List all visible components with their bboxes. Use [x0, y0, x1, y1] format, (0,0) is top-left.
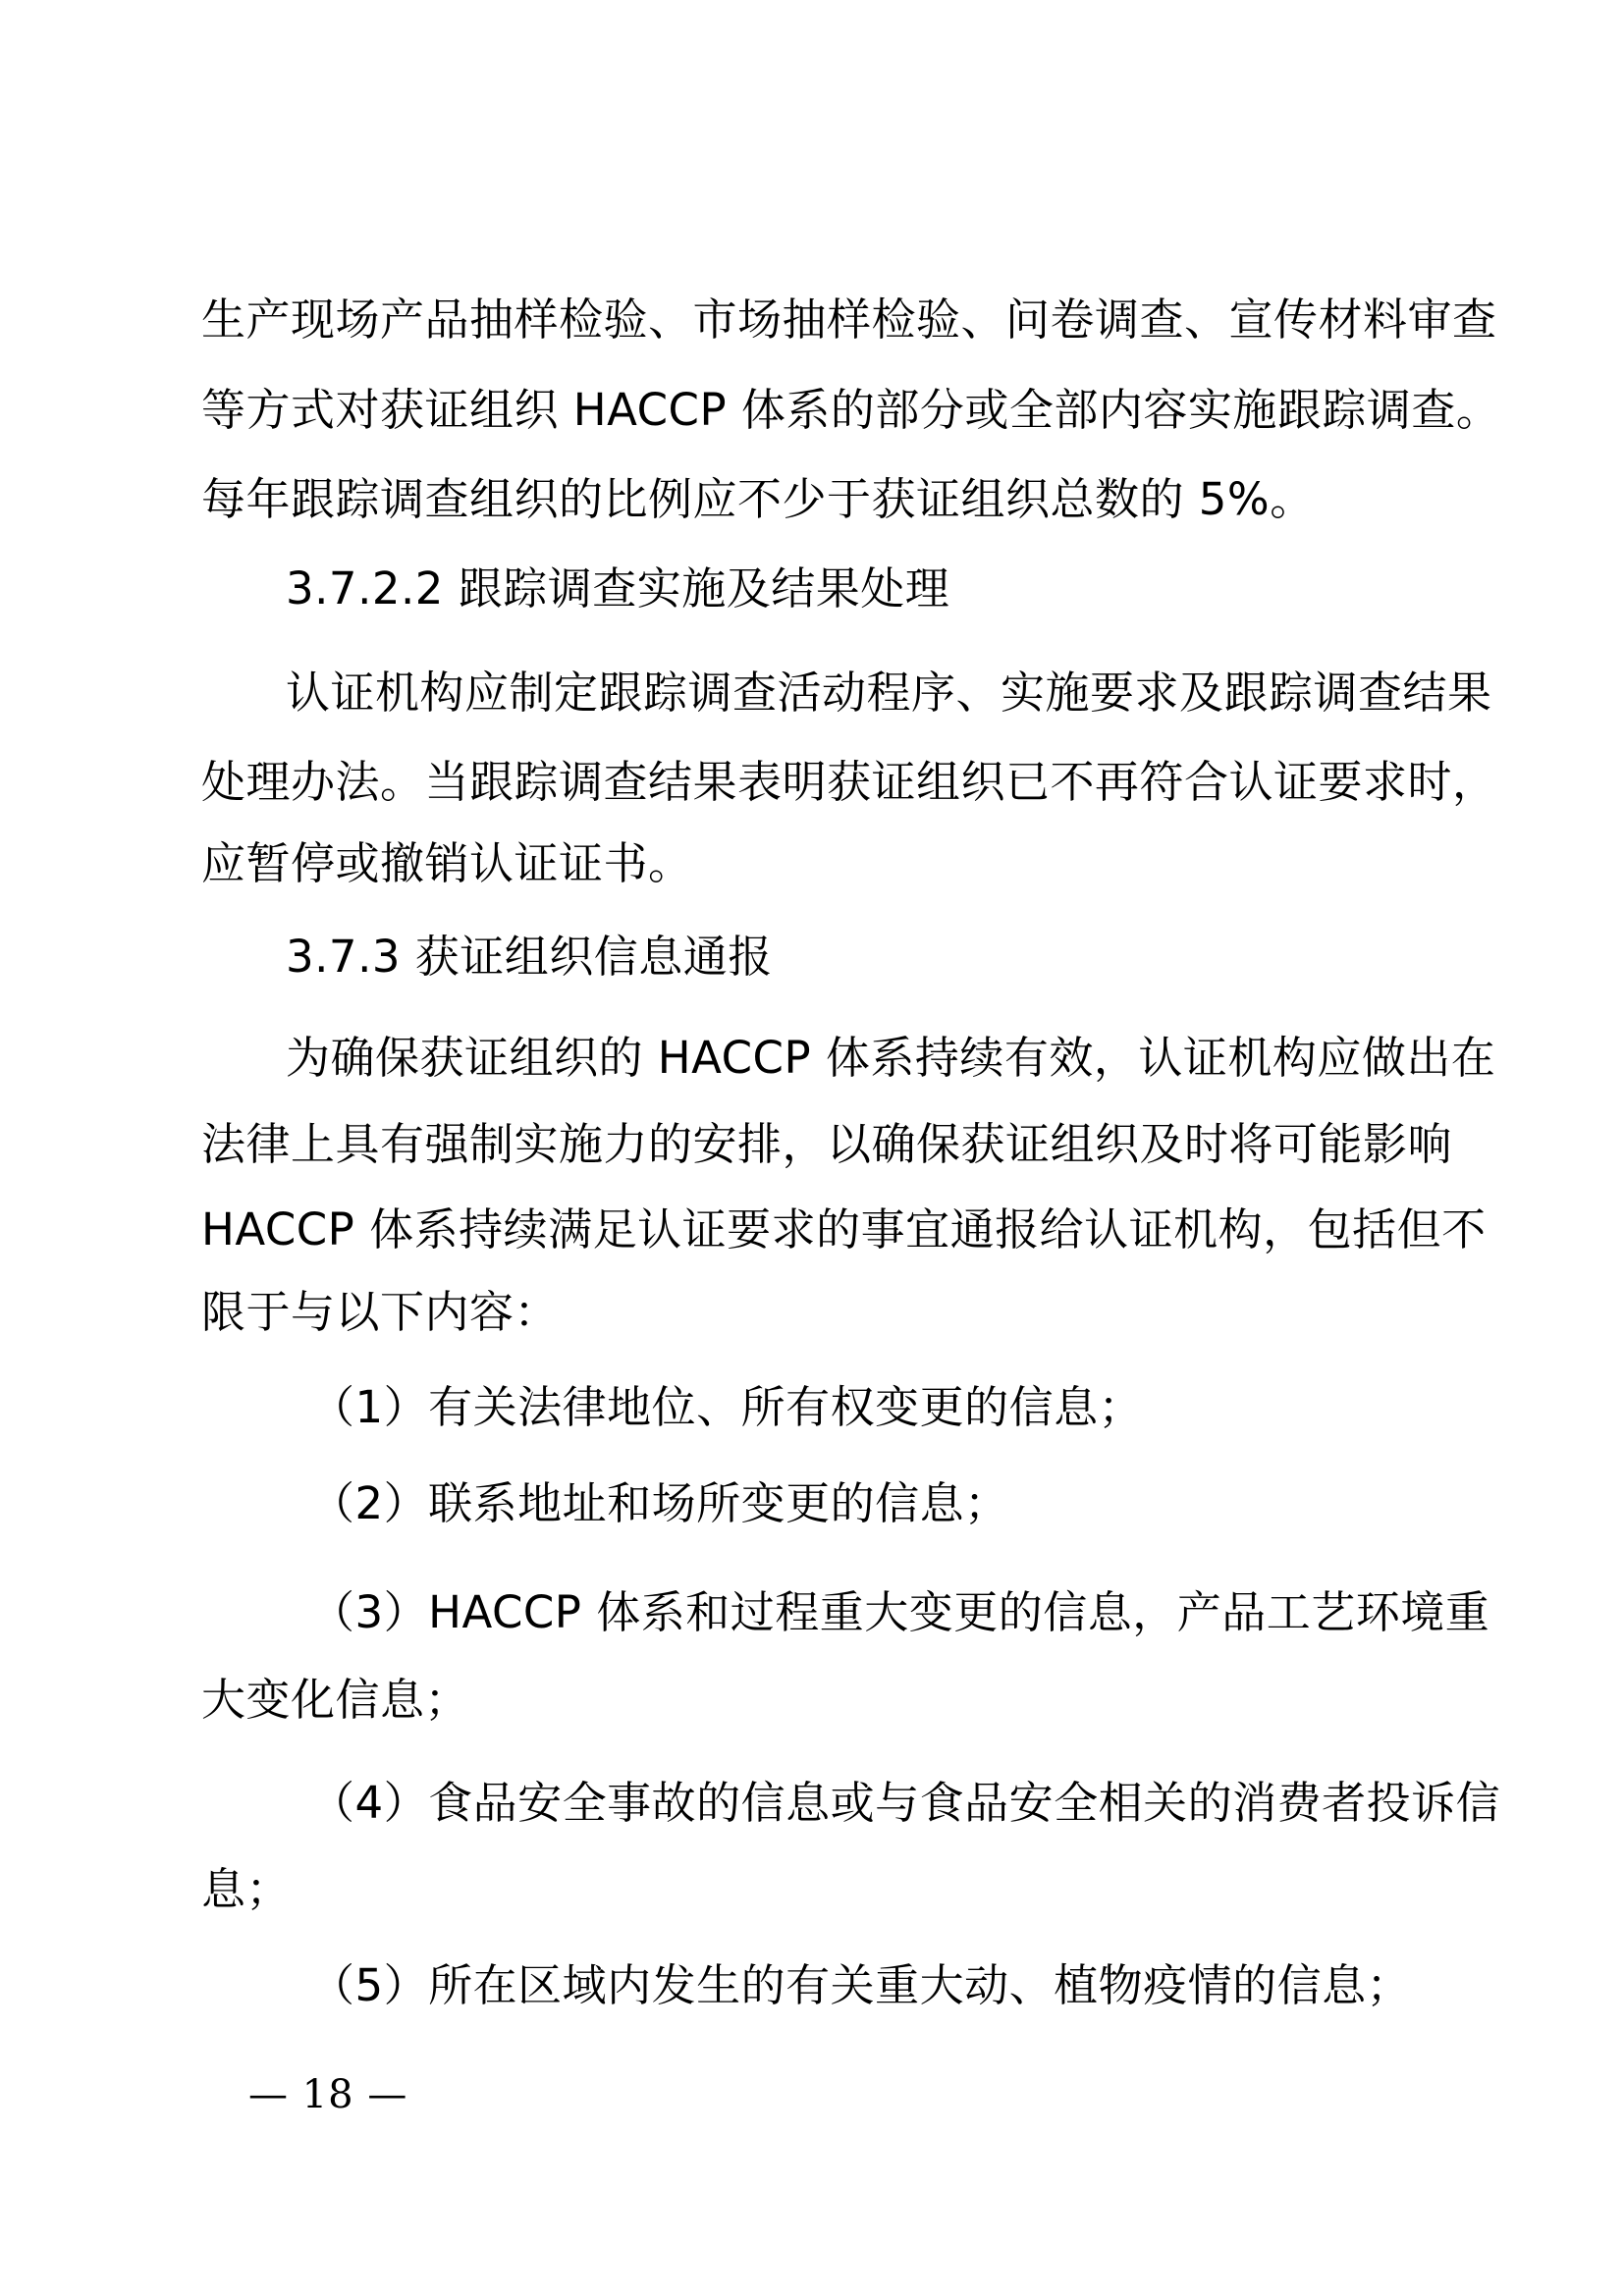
section-heading: 3.7.2.2 跟踪调查实施及结果处理 — [286, 562, 950, 614]
body-text-line: 处理办法。当跟踪调查结果表明获证组织已不再符合认证要求时， — [201, 756, 1497, 808]
list-item-continuation: 大变化信息； — [201, 1674, 470, 1726]
section-heading: 3.7.3 获证组织信息通报 — [286, 931, 773, 983]
list-item: （3）HACCP 体系和过程重大变更的信息，产品工艺环境重 — [310, 1586, 1490, 1638]
list-item: （2）联系地址和场所变更的信息； — [310, 1477, 1009, 1529]
body-text-line: 每年跟踪调查组织的比例应不少于获证组织总数的 5%。 — [201, 473, 1315, 525]
list-item: （1）有关法律地位、所有权变更的信息； — [310, 1381, 1144, 1433]
body-text-line: 限于与以下内容： — [201, 1286, 560, 1338]
list-item-continuation: 息； — [201, 1863, 292, 1915]
body-text-line: 等方式对获证组织 HACCP 体系的部分或全部内容实施跟踪调查。 — [201, 384, 1501, 436]
list-item: （5）所在区域内发生的有关重大动、植物疫情的信息； — [310, 1959, 1412, 2011]
list-item: （4）食品安全事故的信息或与食品安全相关的消费者投诉信 — [310, 1777, 1501, 1829]
body-text-line: 生产现场产品抽样检验、市场抽样检验、问卷调查、宣传材料审查 — [201, 294, 1497, 346]
body-text-line: 应暂停或撤销认证证书。 — [201, 837, 693, 889]
body-text-line: 为确保获证组织的 HACCP 体系持续有效，认证机构应做出在 — [286, 1032, 1496, 1084]
body-text-line: 法律上具有强制实施力的安排，以确保获证组织及时将可能影响 — [201, 1118, 1453, 1170]
body-text-line: 认证机构应制定跟踪调查活动程序、实施要求及跟踪调查结果 — [286, 667, 1492, 719]
page-number: — 18 — — [248, 2072, 408, 2117]
body-text-line: HACCP 体系持续满足认证要求的事宜通报给认证机构，包括但不 — [201, 1203, 1487, 1255]
